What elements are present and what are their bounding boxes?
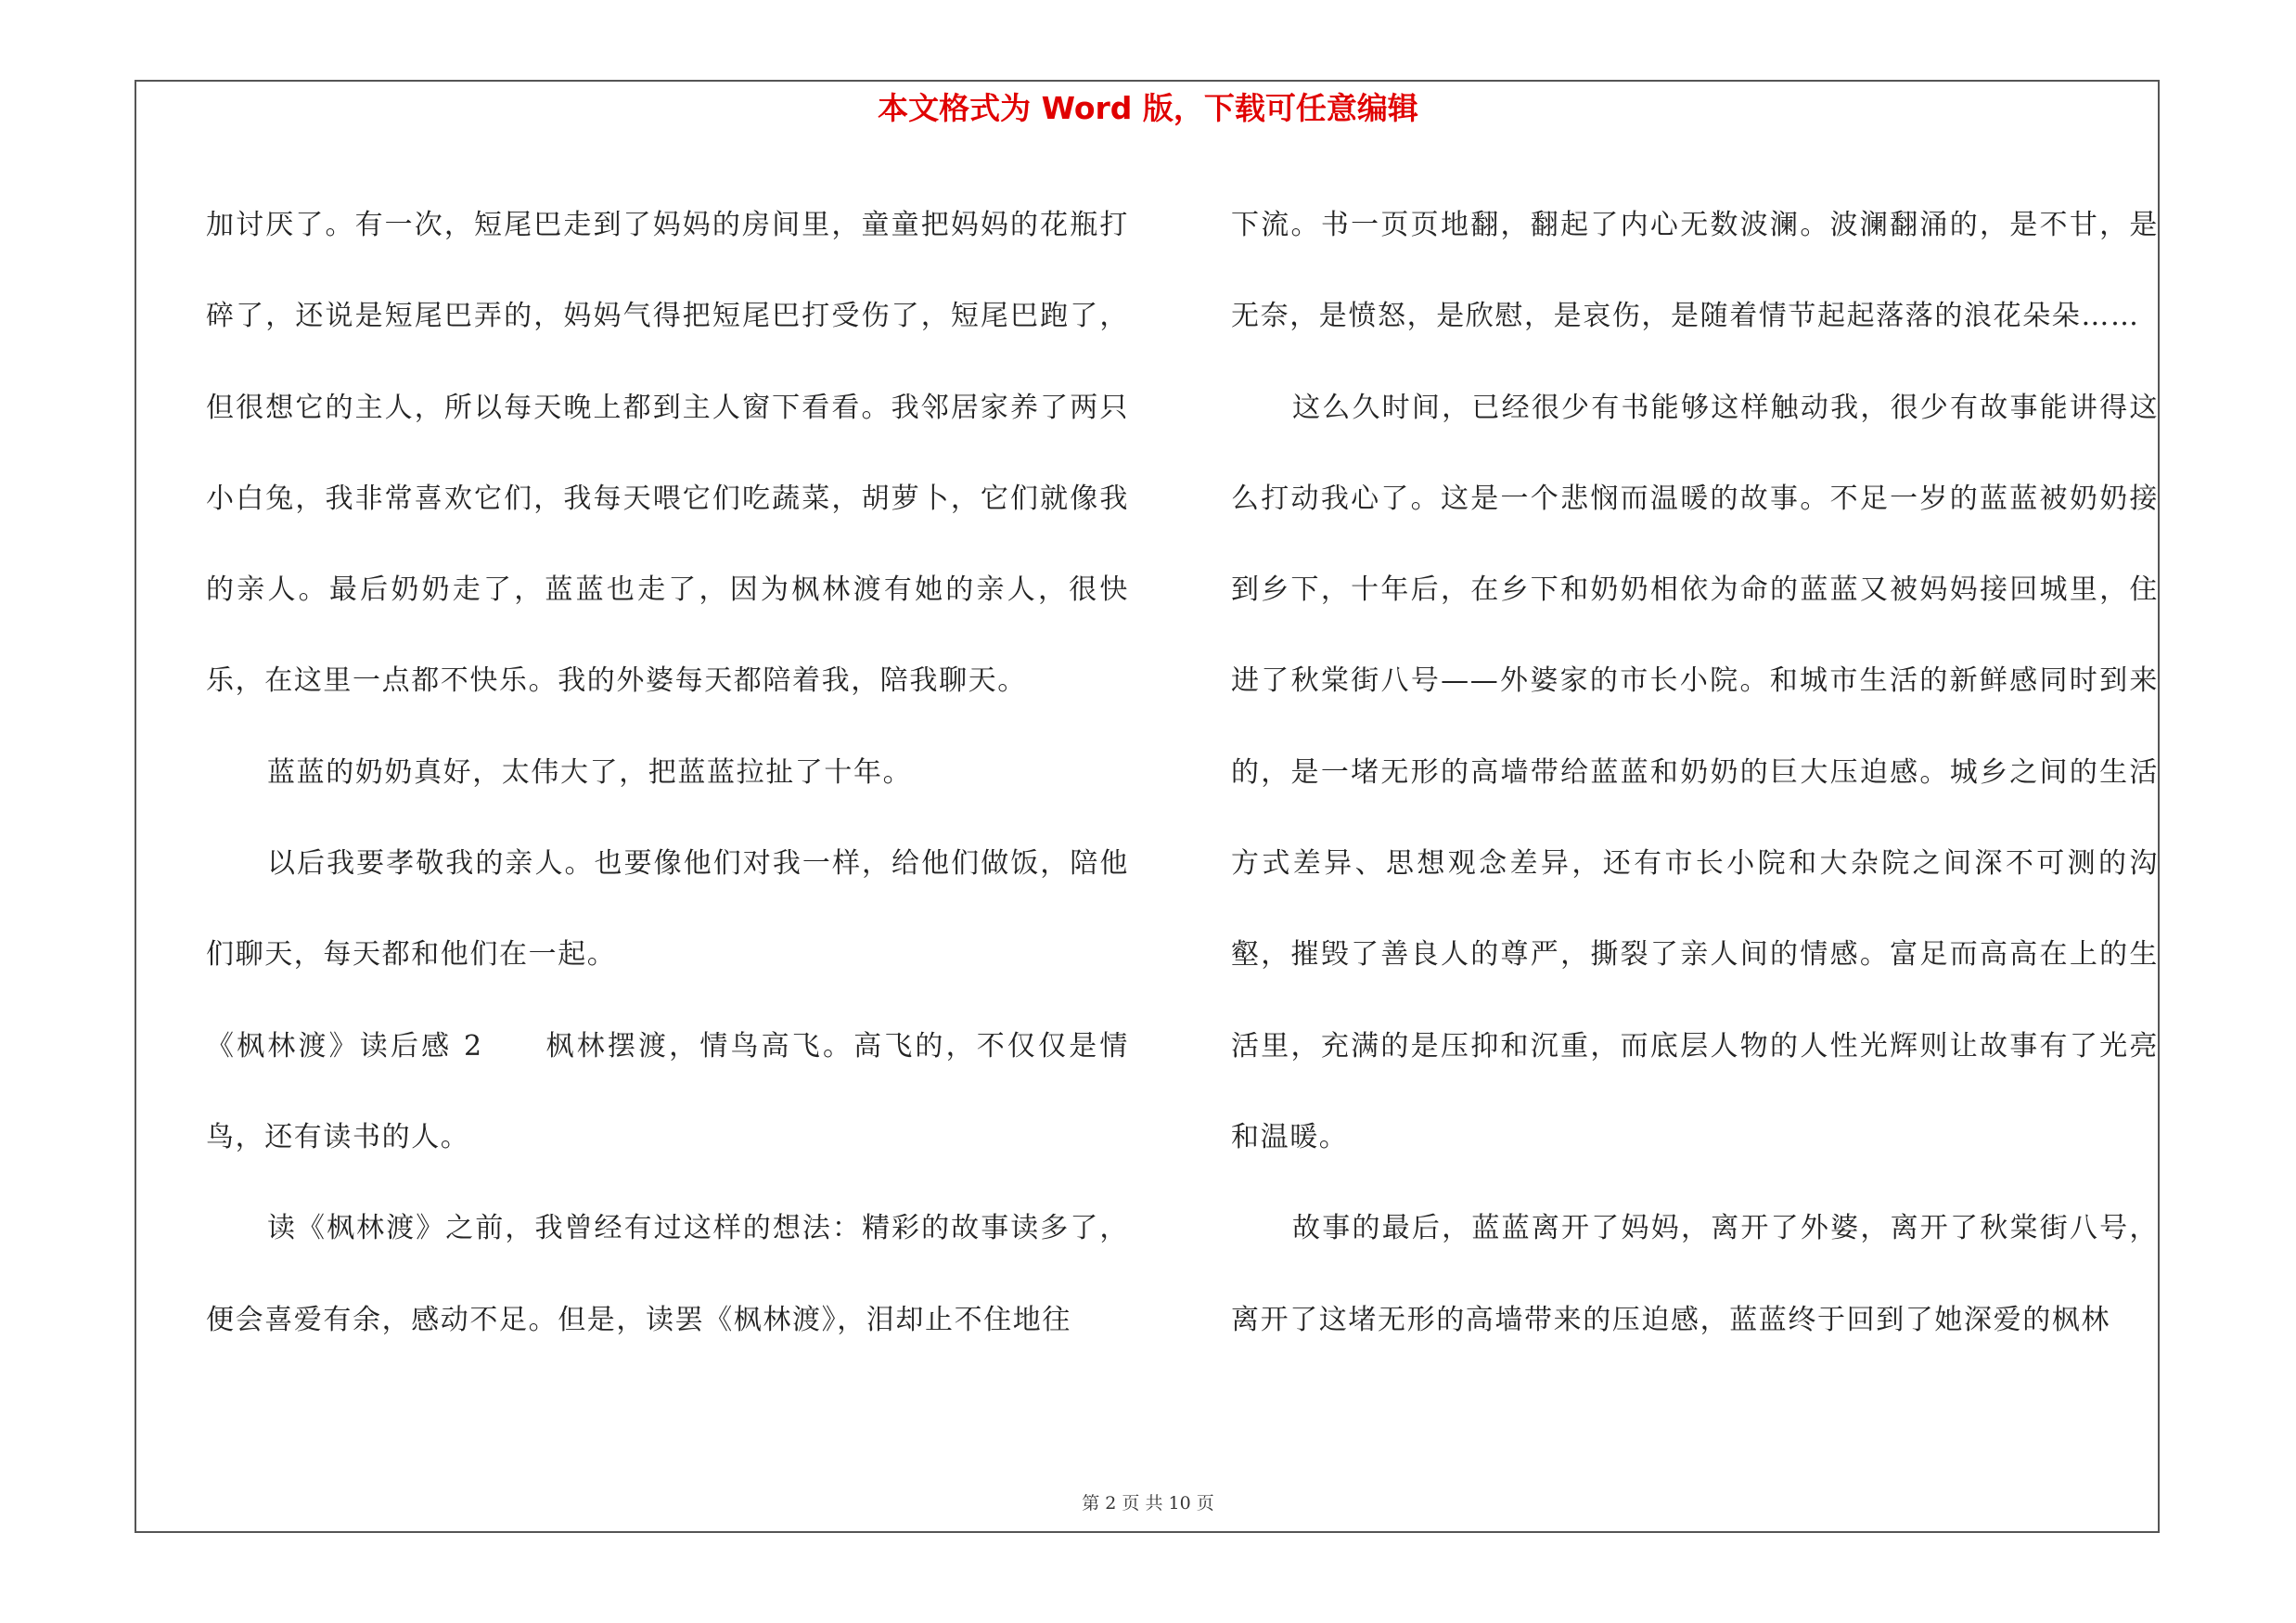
- word-format-banner: 本文格式为 Word 版，下载可任意编辑: [878, 90, 1418, 126]
- paragraph: 故事的最后，蓝蓝离开了妈妈，离开了外婆，离开了秋棠街八号，离开了这堵无形的高墙带来的压迫感，蓝蓝终于回到了她深爱的枫林: [1231, 1212, 2159, 1336]
- paragraph: 下流。书一页页地翻，翻起了内心无数波澜。波澜翻涌的，是不甘，是无奈，是愤怒，是欣慰，是哀伤，是随着情节起起落落的浪花朵朵……: [1231, 209, 2159, 333]
- right-text-column: [1231, 180, 2159, 1366]
- paragraph: 蓝蓝的奶奶真好，太伟大了，把蓝蓝拉扯了十年。: [267, 755, 913, 789]
- paragraph: 这么久时间，已经很少有书能够这样触动我，很少有故事能讲得这么打动我心了。这是一个悲悯而温暖的故事。不足一岁的蓝蓝被奶奶接到乡下，十年后，在乡下和奶奶相依为命的蓝蓝又被妈妈接回城里，住进了秋棠街八号——外婆家的市长小院。和城市生活的新鲜感同时到来的，是一堵无形的高墙带给蓝蓝和奶奶的巨大压迫感。城乡之间的生活方式差异、思想观念差异，还有市长小院和大杂院之间深不可测的沟壑，摧毁了善良人的尊严，撕裂了亲人间的情感。富足而高高在上的生活里，充满的是压抑和沉重，而底层人物的人性光辉则让故事有了光亮和温暖。: [1231, 391, 2159, 1153]
- paragraph: 加讨厌了。有一次，短尾巴走到了妈妈的房间里，童童把妈妈的花瓶打碎了，还说是短尾巴弄的，妈妈气得把短尾巴打受伤了，短尾巴跑了，但很想它的主人，所以每天晚上都到主人窗下看看。我邻居家养了两只小白兔，我非常喜欢它们，我每天喂它们吃蔬菜，胡萝卜，它们就像我的亲人。最后奶奶走了，蓝蓝也走了，因为枫林渡有她的亲人，很快乐，在这里一点都不快乐。我的外婆每天都陪着我，陪我聊天。: [206, 209, 1129, 698]
- paragraph: 以后我要孝敬我的亲人。也要像他们对我一样，给他们做饭，陪他们聊天，每天都和他们在一起。: [206, 847, 1129, 972]
- section-heading-paragraph: 《枫林渡》读后感 2 枫林摆渡，情鸟高飞。高飞的，不仅仅是情鸟，还有读书的人。: [206, 1029, 1129, 1153]
- paragraph: 读《枫林渡》之前，我曾经有过这样的想法：精彩的故事读多了，便会喜爱有余，感动不足。但是，读罢《枫林渡》，泪却止不住地往: [206, 1212, 1129, 1336]
- page-number: 第 2 页 共 10 页: [1082, 1493, 1214, 1514]
- left-text-column: [206, 180, 1129, 1366]
